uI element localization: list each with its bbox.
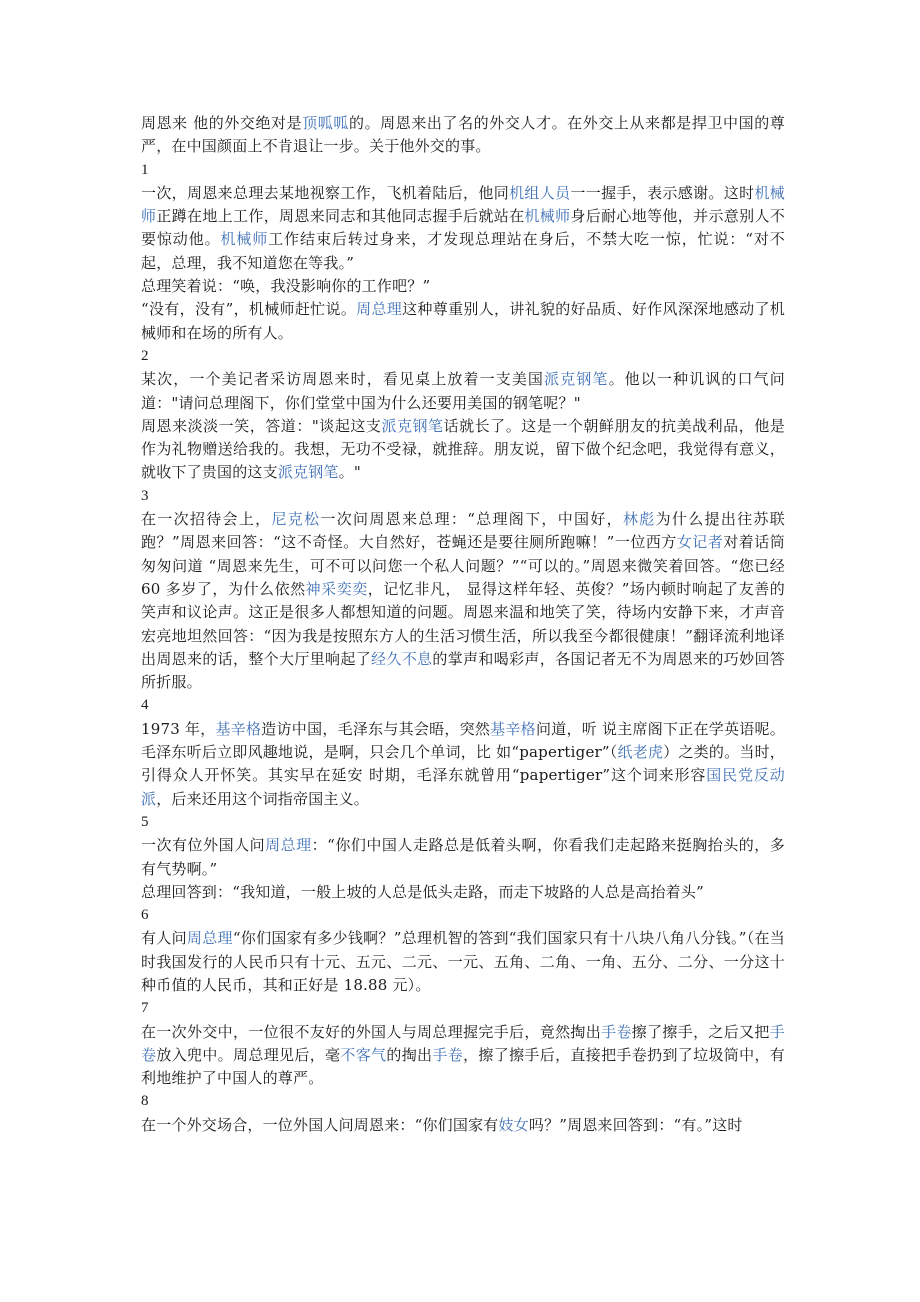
paragraph-text: 有人问 xyxy=(141,929,187,948)
paragraph-text: 造访中国，毛泽东与其会晤，突然 xyxy=(261,719,491,738)
paragraph-text: 6 xyxy=(141,907,149,924)
paragraph-text: 的掏出 xyxy=(386,1045,433,1064)
keyword-link[interactable]: 派克钢笔 xyxy=(544,370,609,389)
keyword-link[interactable]: 手卷 xyxy=(141,1022,785,1064)
section-number xyxy=(141,997,785,1020)
keyword-link[interactable]: 机械师 xyxy=(220,230,269,249)
paragraph-text: 某次，一个美记者采访周恩来时，看见桌上放着一支美国 xyxy=(141,370,545,389)
paragraph-text: 。他以一种讥讽的口气问道："请问总理阁下，你们堂堂中国为什么还要用美国的钢笔呢？" xyxy=(141,370,785,412)
keyword-link[interactable]: 基辛格 xyxy=(490,719,536,738)
keyword-link[interactable]: 妓女 xyxy=(498,1115,529,1134)
keyword-link[interactable]: 基辛格 xyxy=(215,719,262,738)
paragraph-text: 身后耐心地等他，并示意别人不要惊动他。 xyxy=(141,207,785,249)
paragraph xyxy=(141,508,785,694)
section-number xyxy=(141,485,785,508)
paragraph-text: ：“你们中国人走路总是低着头啊，你看我们走起路来挺胸抬头的，多有气势啊。” xyxy=(141,836,785,878)
keyword-link[interactable]: 机械师 xyxy=(524,207,571,226)
paragraph-text: 1973 年， xyxy=(141,719,216,738)
keyword-link[interactable]: 经久不息 xyxy=(371,649,433,668)
paragraph-text: 的。周恩来出了名的外交人才。在外交上从来都是捍卫中国的尊严，在中国颜面上不肯退让一步。关于他外交的事。 xyxy=(141,114,785,156)
keyword-link[interactable]: 周总理 xyxy=(186,929,233,948)
paragraph xyxy=(141,927,785,997)
keyword-link[interactable]: 纸老虎 xyxy=(617,743,664,762)
paragraph xyxy=(141,415,785,485)
keyword-link[interactable]: 手卷 xyxy=(432,1045,464,1064)
section-number xyxy=(141,694,785,717)
paragraph-text: ）之类的。当时，引得众人开怀笑。其实早在延安 时期，毛泽东就曾用“papertiger”这个词来形容 xyxy=(141,743,785,785)
paragraph-text: 对着话筒匆匆问道 “周恩来先生，可不可以问您一个私人问题？”“可以的。”周恩来微笑着回答。“您已经 60 多岁了，为什么依然 xyxy=(141,533,785,598)
paragraph-text: 一次问周恩来总理：“总理阁下，中国好， xyxy=(320,510,623,529)
paragraph-text: ，后来还用这个词指帝国主义。 xyxy=(156,789,370,808)
keyword-link[interactable]: 不客气 xyxy=(340,1045,387,1064)
paragraph-text: 一次，周恩来总理去某地视察工作，飞机着陆后，他同 xyxy=(141,183,510,202)
paragraph-text: 为什么提出往苏联跑？”周恩来回答：“这不奇怪。大自然好，苍蝇还是要往厕所跑嘛！”一位西方 xyxy=(141,510,785,552)
paragraph-text: 在一个外交场合，一位外国人问周恩来：“你们国家有 xyxy=(141,1115,499,1134)
paragraph xyxy=(141,1021,785,1091)
paragraph-text: 吗？”周恩来回答到：“有。”这时 xyxy=(528,1115,743,1134)
keyword-link[interactable]: 手卷 xyxy=(601,1022,632,1041)
keyword-link[interactable]: 机械师 xyxy=(141,183,785,226)
section-number xyxy=(141,159,785,182)
paragraph-text: 的掌声和喝彩声，各国记者无不为周恩来的巧妙回答所折服。 xyxy=(141,649,785,692)
paragraph-text: 话就长了。这是一个朝鲜朋友的抗美战利品，他是作为礼物赠送给我的。我想，无功不受禄，就推辞。朋友说，留下做个纪念吧，我觉得有意义，就收下了贵国的这支 xyxy=(141,416,785,482)
keyword-link[interactable]: 机组人员 xyxy=(509,183,571,202)
paragraph-text: 总理回答到：“我知道，一般上坡的人总是低头走路，而走下坡路的人总是高抬着头” xyxy=(141,882,704,901)
paragraph xyxy=(141,182,785,275)
paragraph-text: ，记忆非凡， 显得这样年轻、英俊？”场内顿时响起了友善的笑声和议论声。这正是很多人都想知道的问题。周恩来温和地笑了笑，待场内安静下来，才声音宏亮地坦然回答：“因为我是按照东方人的生活习惯生活，所以我至今都很健康！”翻译流利地译出周恩来的话，整个大厅里响起了 xyxy=(141,579,785,668)
paragraph-text: 3 xyxy=(141,487,149,504)
keyword-link[interactable]: 派克钢笔 xyxy=(381,416,444,435)
paragraph-text: 1 xyxy=(141,161,149,178)
paragraph-text: 总理笑着说：“唤，我没影响你的工作吧？” xyxy=(141,277,431,296)
paragraph-text: 7 xyxy=(141,1000,149,1017)
document-body xyxy=(141,112,785,1137)
paragraph xyxy=(141,112,785,159)
paragraph-text: 5 xyxy=(141,813,149,830)
paragraph-text: 一次有位外国人问 xyxy=(141,836,266,855)
paragraph-text: 一一握手，表示感谢。这时 xyxy=(570,183,755,202)
paragraph xyxy=(141,834,785,881)
paragraph xyxy=(141,275,785,298)
paragraph-text: 8 xyxy=(141,1093,149,1110)
paragraph xyxy=(141,298,785,345)
paragraph-text: “你们国家有多少钱啊？”总理机智的答到“我们国家只有十八块八角八分钱。”（在当时我国发行的人民币只有十元、五元、二元、一元、五角、二角、一角、五分、二分、一分这十种币值的人民币，其和正好是 18.88 元）。 xyxy=(141,929,786,994)
paragraph-text: ，擦了擦手后，直接把手卷扔到了垃圾筒中，有利地维护了中国人的尊严。 xyxy=(141,1045,785,1088)
paragraph-text: 周恩来 他的外交绝对是 xyxy=(141,114,303,132)
paragraph-text: 放入兜中。周总理见后，毫 xyxy=(156,1045,341,1064)
paragraph-text: 工作结束后转过身来，才发现总理站在身后，不禁大吃一惊，忙说：“对不起，总理，我不知道您在等我。” xyxy=(141,230,785,272)
keyword-link[interactable]: 尼克松 xyxy=(271,510,321,529)
paragraph-text: 周恩来淡淡一笑，答道："谈起这支 xyxy=(141,416,382,435)
paragraph-text: “没有，没有”，机械师赶忙说。 xyxy=(141,300,357,319)
paragraph-text: 。" xyxy=(338,463,361,482)
keyword-link[interactable]: 顶呱呱 xyxy=(302,114,349,132)
paragraph xyxy=(141,1114,785,1137)
paragraph xyxy=(141,368,785,415)
paragraph-text: 在一次外交中，一位很不友好的外国人与周总理握完手后，竟然掏出 xyxy=(141,1022,602,1041)
keyword-link[interactable]: 女记者 xyxy=(676,533,724,552)
section-number xyxy=(141,811,785,834)
paragraph-text: 正蹲在地上工作，周恩来同志和其他同志握手后就站在 xyxy=(156,207,525,226)
paragraph-text: 问道，听 说主席阁下正在学英语呢。毛泽东听后立即风趣地说，是啊，只会几个单词，比 如“papertiger”（ xyxy=(141,719,786,762)
paragraph-text: 在一次招待会上， xyxy=(141,510,272,529)
keyword-link[interactable]: 派克钢笔 xyxy=(277,463,339,482)
keyword-link[interactable]: 神采奕奕 xyxy=(305,579,368,598)
section-number xyxy=(141,1090,785,1113)
paragraph-text: 2 xyxy=(141,347,149,364)
keyword-link[interactable]: 林彪 xyxy=(622,510,656,529)
keyword-link[interactable]: 国民党反动派 xyxy=(141,766,785,808)
section-number xyxy=(141,904,785,927)
paragraph-text: 4 xyxy=(141,697,149,714)
keyword-link[interactable]: 周总理 xyxy=(356,300,403,319)
paragraph xyxy=(141,718,785,811)
paragraph-text: 擦了擦手，之后又把 xyxy=(631,1022,770,1041)
paragraph xyxy=(141,881,785,904)
paragraph-text: 这种尊重别人，讲礼貌的好品质、好作风深深地感动了机械师和在场的所有人。 xyxy=(141,300,785,342)
section-number xyxy=(141,345,785,368)
keyword-link[interactable]: 周总理 xyxy=(265,836,312,855)
